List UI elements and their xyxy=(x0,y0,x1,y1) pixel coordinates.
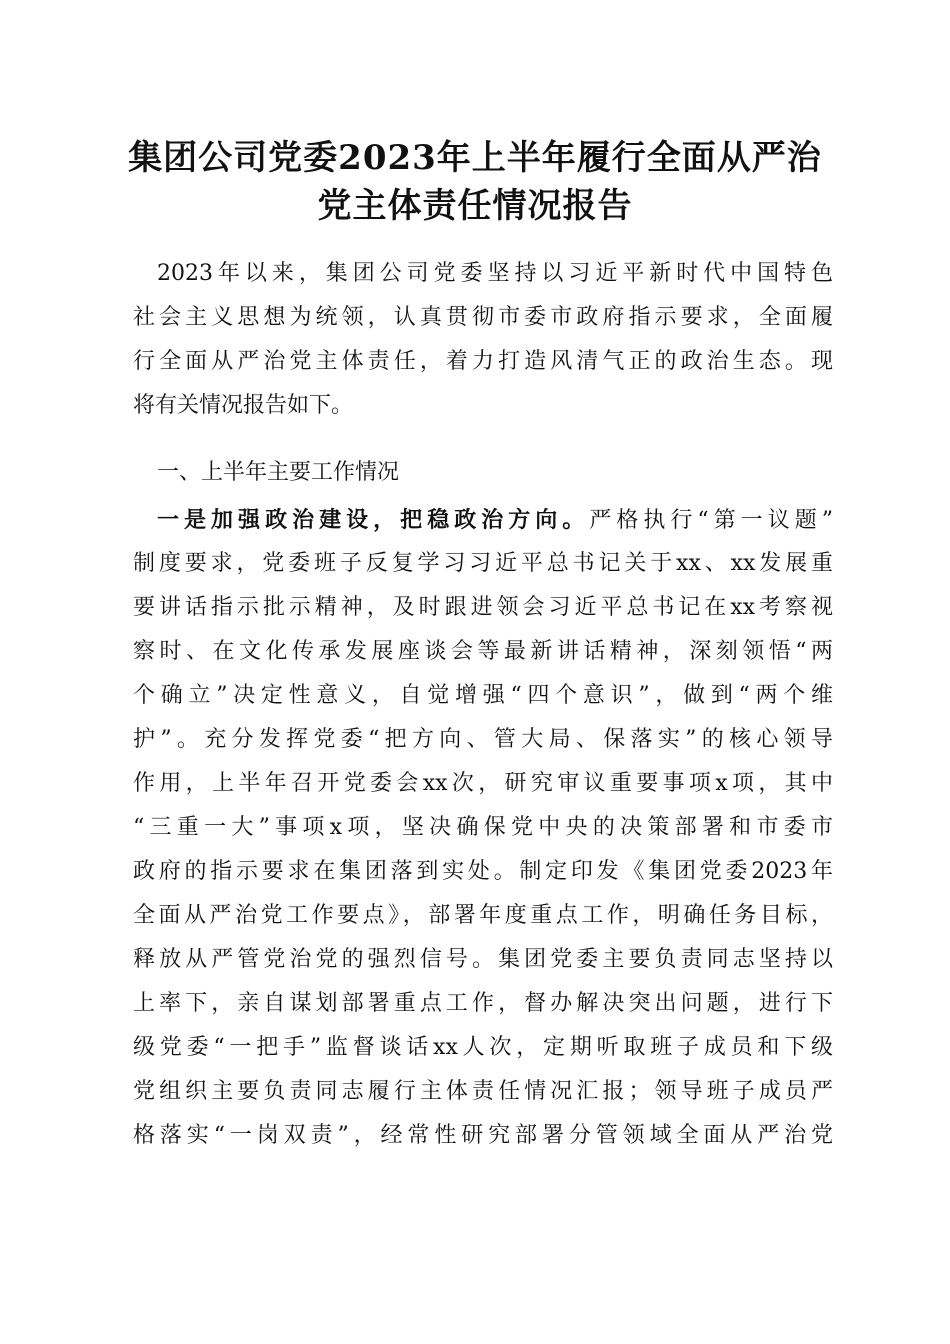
section-lead: 一是加强政治建设，把稳政治方向。 xyxy=(157,507,590,533)
section-line-1 xyxy=(157,498,833,542)
section-line-10: 全面从严治党工作要点》，部署年度重点工作，明确任务目标， xyxy=(133,903,833,928)
section-line-4: 察时、在文化传承发展座谈会等最新讲话精神，深刻领悟“两 xyxy=(133,639,833,664)
intro-line-1: 2023年以来，集团公司党委坚持以习近平新时代中国特色 xyxy=(157,261,833,286)
section-line-8: “三重一大”事项x项，坚决确保党中央的决策部署和市委市 xyxy=(133,815,833,840)
section-line-15: 格落实“一岗双责”，经常性研究部署分管领域全面从严治党 xyxy=(133,1123,833,1148)
section-line-3: 要讲话指示批示精神，及时跟进领会习近平总书记在xx考察视 xyxy=(133,595,833,620)
section-line-13: 级党委“一把手”监督谈话xx人次，定期听取班子成员和下级 xyxy=(133,1035,833,1060)
section-line-11: 释放从严管党治党的强烈信号。集团党委主要负责同志坚持以 xyxy=(133,947,833,972)
section-line-2: 制度要求，党委班子反复学习习近平总书记关于xx、xx发展重 xyxy=(133,551,833,576)
section-line-12: 上率下，亲自谋划部署重点工作，督办解决突出问题，进行下 xyxy=(133,991,833,1016)
intro-line-3: 行全面从严治党主体责任，着力打造风清气正的政治生态。现 xyxy=(133,349,833,374)
document-title-line-1: 集团公司党委2023年上半年履行全面从严治 xyxy=(128,138,822,178)
section-line-5: 个确立”决定性意义，自觉增强“四个意识”，做到“两个维 xyxy=(133,683,833,708)
section-line-14: 党组织主要负责同志履行主体责任情况汇报；领导班子成员严 xyxy=(133,1079,833,1104)
section-line-6: 护”。充分发挥党委“把方向、管大局、保落实”的核心领导 xyxy=(133,727,833,752)
section-heading: 一、上半年主要工作情况 xyxy=(157,460,400,485)
intro-line-4: 将有关情况报告如下。 xyxy=(133,393,354,418)
document-title-line-2: 党主体责任情况报告 xyxy=(317,186,633,226)
section-line-7: 作用，上半年召开党委会xx次，研究审议重要事项x项，其中 xyxy=(133,771,833,796)
intro-line-2: 社会主义思想为统领，认真贯彻市委市政府指示要求，全面履 xyxy=(133,305,833,330)
section-line-9: 政府的指示要求在集团落到实处。制定印发《集团党委2023年 xyxy=(133,859,833,884)
section-line-1-rest: 严格执行“第一议题” xyxy=(589,508,833,533)
